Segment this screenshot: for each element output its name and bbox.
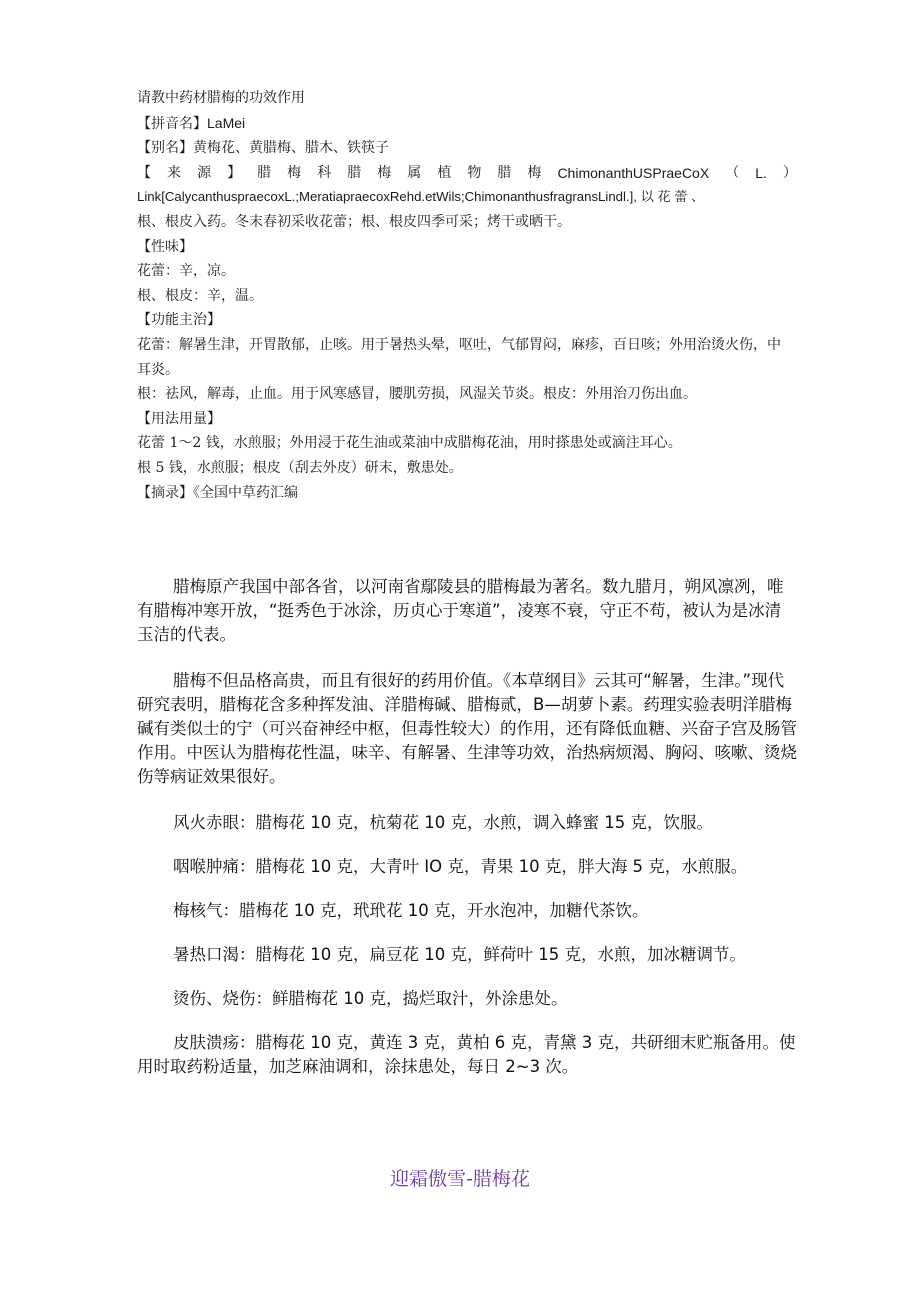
usage-root: 根 5 钱，水煎服；根皮（刮去外皮）研末，敷患处。 (137, 459, 463, 476)
source-part: 腊 (347, 164, 362, 181)
footer-title: 迎霜傲雪-腊梅花 (390, 1168, 530, 1190)
source-part: 物 (467, 164, 482, 181)
pinyin-label: 【拼音名】 (137, 115, 207, 132)
source-part: 植 (437, 164, 452, 181)
recipe-item: 暑热口渴：腊梅花 10 克，扁豆花 10 克，鲜荷叶 15 克，水煎，加冰糖调节。 (173, 945, 746, 964)
source-part: 腊 (497, 164, 512, 181)
source-part: 【 (137, 164, 151, 181)
source-line-1 (137, 161, 797, 186)
source-part: 梅 (377, 164, 392, 181)
source-part: 源 (197, 164, 212, 181)
article-paragraph-1 (137, 575, 797, 647)
pinyin-line (137, 111, 797, 137)
article-paragraph-2-text: 腊梅不但品格高贵，而且有很好的药用价值。《本草纲目》云其可“解暑，生津。”现代研究表明，腊梅花含多种挥发油、洋腊梅碱、腊梅贰，B—胡萝卜素。药理实验表明洋腊梅碱有类似士的宁（可兴奋神经中枢，但毒性较大）的作用，还有降低血糖、兴奋子宫及肠管作用。中医认为腊梅花性温，味辛、有解暑、生津等功效，治热病烦渴、胸闷、咳嗽、烫烧伤等病证效果很好。 (137, 671, 797, 786)
article-paragraph-2 (137, 669, 797, 789)
recipe-item: 咽喉肿痛：腊梅花 10 克，大青叶 IO 克，青果 10 克，胖大海 5 克，水煎服。 (173, 857, 748, 876)
function-root: 根：祛风，解毒，止血。用于风寒感冒，腰肌劳损，风湿关节炎。根皮：外用治刀伤出血。 (137, 386, 697, 403)
function-header: 【功能主治】 (137, 312, 221, 329)
excerpt-line: 【摘录】《全国中草药汇编 (137, 484, 298, 501)
alias-line: 【别名】黄梅花、黄腊梅、腊木、铁筷子 (137, 140, 389, 157)
usage-bud: 花蕾 1～2 钱，水煎服；外用浸于花生油或菜油中成腊梅花油，用时搽患处或滴注耳心。 (137, 435, 682, 452)
source-part: （ (725, 164, 740, 181)
article-paragraph-1-text: 腊梅原产我国中部各省，以河南省鄢陵县的腊梅最为著名。数九腊月，朔风凛冽，唯有腊梅冲寒开放，“挺秀色于冰涂，历贞心于寒道”，凌寒不衰，守正不苟，被认为是冰清玉洁的代表。 (137, 577, 784, 644)
source-part: 来 (167, 164, 182, 181)
source-part: 梅 (527, 164, 542, 181)
source-latin-name: ChimonanthUSPraeCoX (557, 164, 710, 181)
source-part: 梅 (287, 164, 302, 181)
materia-medica-entry (137, 86, 797, 505)
recipe-item-text: 皮肤溃疡：腊梅花 10 克，黄连 3 克，黄柏 6 克，青黛 3 克，共研细末贮瓶备用。使用时取药粉适量，加芝麻油调和，涂抹患处，每日 2~3 次。 (137, 1033, 796, 1076)
pinyin-value: LaMei (207, 114, 246, 131)
page-title: 请教中药材腊梅的功效作用 (137, 90, 305, 106)
recipe-item (137, 1031, 797, 1079)
taste-bud: 花蕾：辛，凉。 (137, 263, 235, 280)
taste-root: 根、根皮：辛，温。 (137, 287, 263, 304)
source-part: L. (755, 164, 767, 181)
recipe-item: 烫伤、烧伤：鲜腊梅花 10 克，捣烂取汁，外涂患处。 (173, 989, 568, 1008)
recipe-item: 风火赤眼：腊梅花 10 克，杭菊花 10 克，水煎，调入蜂蜜 15 克，饮服。 (173, 813, 713, 832)
taste-header: 【性味】 (137, 238, 193, 255)
usage-header: 【用法用量】 (137, 410, 221, 427)
source-line-2: Link[CalycanthuspraecoxL.;MeratiapraecoxRehd.etWils;ChimonanthusfragransLindl.], 以 花 蕾 、 (137, 189, 705, 205)
source-part: 科 (317, 164, 332, 181)
source-part: 腊 (257, 164, 272, 181)
recipe-item: 梅核气：腊梅花 10 克，玳玳花 10 克，开水泡冲，加糖代茶饮。 (173, 901, 649, 920)
source-part: 属 (407, 164, 422, 181)
source-part: 】 (227, 164, 242, 181)
source-line-3: 根、根皮入药。冬末春初采收花蕾；根、根皮四季可采；烤干或晒干。 (137, 213, 571, 230)
source-part: ） (782, 164, 797, 181)
function-bud: 花蕾：解暑生津，开胃散郁，止咳。用于暑热头晕，呕吐，气郁胃闷，麻疹，百日咳；外用治烫火伤，中耳炎。 (137, 336, 781, 378)
